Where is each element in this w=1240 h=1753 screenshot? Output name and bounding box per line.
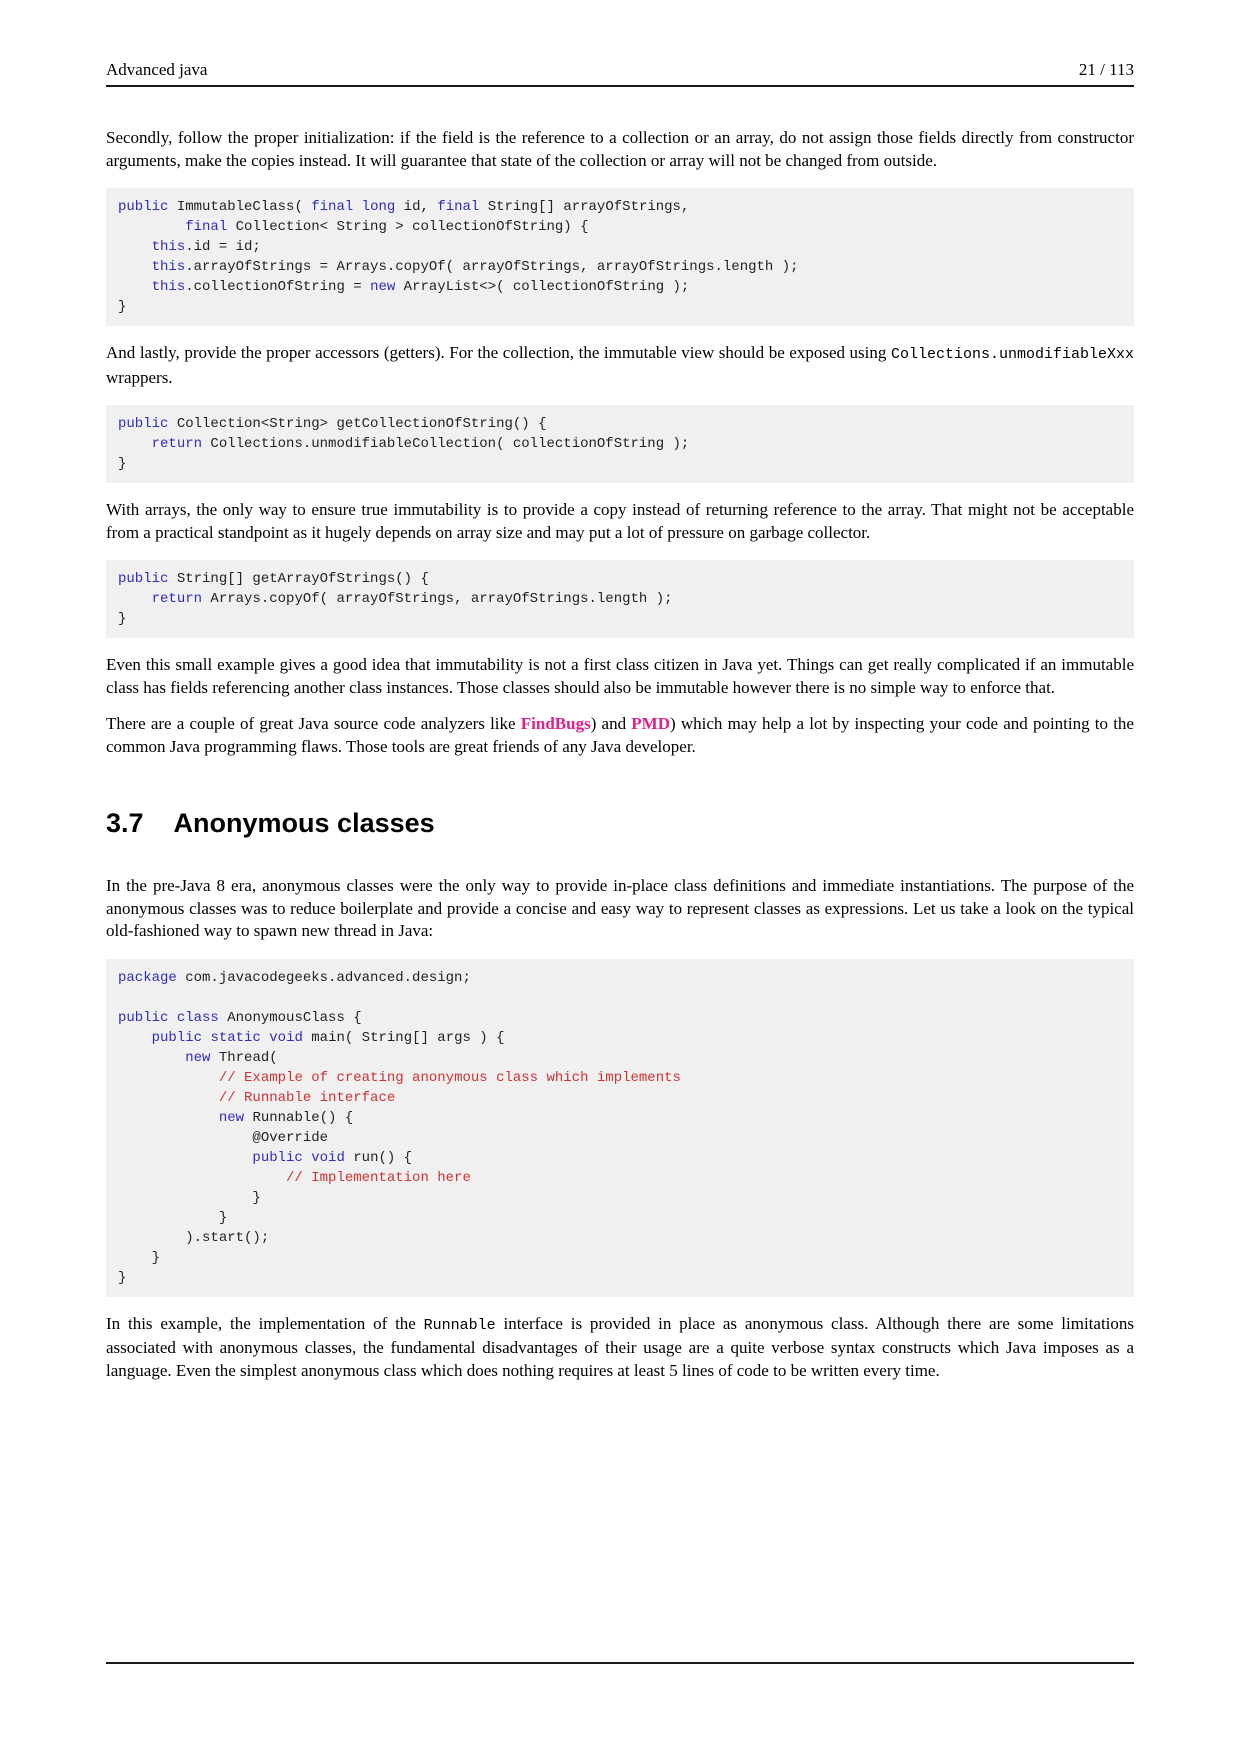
paragraph: Secondly, follow the proper initialization: if the field is the reference to a collection or an array, do not assign those fields directly from constructor arguments, make the copies instead. It will guarantee that state of the collection or array will not be changed from outside. [106,128,1134,170]
page-content [106,127,1134,1382]
keyword-token: final [437,199,480,215]
mono-text: Runnable [423,1316,496,1334]
pmd-link[interactable]: PMD [631,714,670,733]
page-header [106,0,1134,87]
code-block: public String[] getArrayOfStrings() { return Arrays.copyOf( arrayOfStrings, arrayOfStrings.length ); } [106,560,1134,638]
keyword-token: return [151,436,203,452]
keyword-token: final [185,219,228,235]
keyword-token: new [370,279,396,295]
code-block: public Collection<String> getCollectionOfString() { return Collections.unmodifiableCollection( collectionOfString ); } [106,405,1134,483]
mono-text: Collections.unmodifiableXxx [890,346,1134,363]
paragraph: Even this small example gives a good idea that immutability is not a first class citizen in Java yet. Things can get really complicated if an immutable class has fields referencing another class instances. Those classes should also be immutable however there is no simple way to enforce that. [106,655,1134,697]
code-block: public ImmutableClass( final long id, final String[] arrayOfStrings, final Collection< String > collectionOfString) { this.id = id; this.arrayOfStrings = Arrays.copyOf( arrayOfStrings, arrayOfStrings.length ); this.collectionOfString = new ArrayList<>( collectionOfString ); } [106,188,1134,326]
keyword-token: public [118,1009,169,1026]
keyword-token: this [151,279,186,295]
keyword-token: this [151,259,186,275]
keyword-token: void [311,1149,345,1166]
footer-rule [106,1662,1134,1664]
paragraph: With arrays, the only way to ensure true immutability is to provide a copy instead of returning reference to the array. That might not be acceptable from a practical standpoint as it hugely depends on array size and may put a lot of pressure on garbage collector. [106,500,1134,542]
keyword-token: public [118,416,169,432]
comment-token: // Example of creating anonymous class which implements [218,1069,681,1086]
keyword-token: this [151,239,186,255]
keyword-token: package [118,969,177,986]
keyword-token: return [151,591,203,607]
header-title: Advanced java [106,60,208,79]
header-rule [106,85,1134,87]
paragraph: In this example, the implementation of the Runnable interface is provided in place as anonymous class. Although there are some limitations associated with anonymous classes, the fundamental disadvantages of their usage are a quite verbose syntax constructs which Java imposes as a language. Even the simplest anonymous class which does nothing requires at least 5 lines of code to be written every time. [106,1313,1135,1380]
keyword-token: new [185,1049,211,1066]
code-block: package com.javacodegeeks.advanced.design; public class AnonymousClass { public static void main( String[] args ) { new Thread( // Example of creating anonymous class which implements // Runnable interface new Runnable() { @Override public void run() { // Implementation here } } ).start(); } } [106,959,1134,1297]
findbugs-link[interactable]: FindBugs [520,714,591,733]
keyword-token: final [311,199,354,215]
keyword-token: public [252,1149,303,1166]
keyword-token: public [118,199,169,215]
section-number: 3.7 [106,808,144,838]
comment-token: // Runnable interface [218,1089,396,1106]
keyword-token: class [176,1009,219,1026]
keyword-token: new [218,1109,245,1126]
keyword-token: public [118,571,169,587]
paragraph: There are a couple of great Java source code analyzers like FindBugs) and PMD) which may help a lot by inspecting your code and pointing to the common Java programming flaws. Those tools are great friends of any Java developer. [106,714,1134,756]
header-page-number: 21 / 113 [1078,60,1134,79]
keyword-token: void [269,1029,303,1046]
paragraph: And lastly, provide the proper accessors (getters). For the collection, the immutable view should be exposed using Collections.unmodifiableXxx wrappers. [106,343,1134,387]
keyword-token: long [361,199,396,215]
keyword-token: public [151,1029,203,1046]
keyword-token: static [210,1029,261,1046]
paragraph: In the pre-Java 8 era, anonymous classes were the only way to provide in-place class definitions and immediate instantiations. The purpose of the anonymous classes was to reduce boilerplate and provide a concise and easy way to represent classes as expressions. Let us take a look on the typical old-fashioned way to spawn new thread in Java: [106,876,1134,940]
section-title: Anonymous classes [173,808,435,838]
comment-token: // Implementation here [286,1169,471,1186]
section-heading [106,808,1134,839]
